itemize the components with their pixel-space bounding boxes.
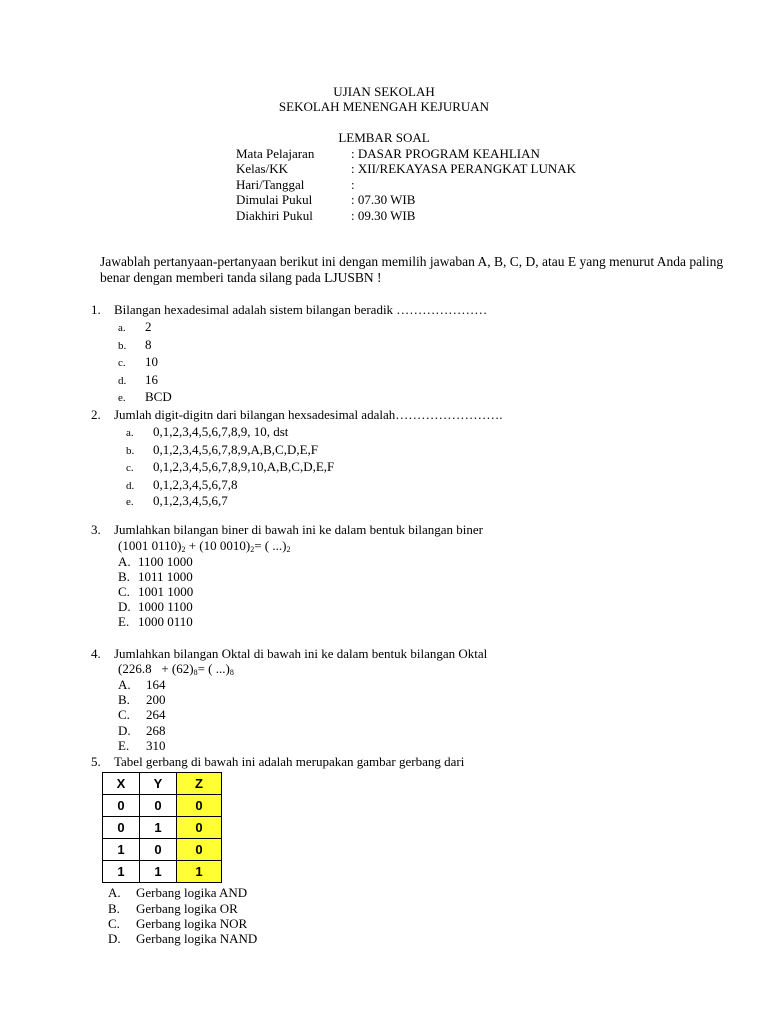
meta-value: : XII/REKAYASA PERANGKAT LUNAK [351, 161, 576, 176]
meta-label: Dimulai Pukul [236, 192, 313, 207]
option-label: c. [118, 357, 126, 369]
table-cell: 0 [177, 795, 222, 817]
question-number: 1. [91, 302, 101, 317]
table-cell: 0 [103, 817, 140, 839]
meta-label: Hari/Tanggal [236, 177, 305, 192]
table-header: Y [140, 773, 177, 795]
meta-label: Mata Pelajaran [236, 146, 315, 161]
question-number: 4. [91, 646, 101, 661]
option-text: BCD [145, 389, 172, 404]
option-text: 16 [145, 372, 158, 387]
table-cell: 1 [177, 861, 222, 883]
table-cell: 0 [177, 817, 222, 839]
table-row [103, 817, 222, 839]
option-text: 1100 1000 [138, 554, 193, 569]
expression-subscript: 8 [193, 668, 198, 677]
option-label: B. [118, 692, 130, 707]
octal-expression [118, 661, 234, 676]
option [126, 493, 228, 510]
option-label: B. [108, 901, 120, 916]
option [118, 692, 166, 707]
option [118, 707, 166, 722]
question-text: Jumlahkan bilangan Oktal di bawah ini ke dalam bentuk bilangan Oktal [114, 646, 488, 661]
expression-subscript: 2 [286, 545, 291, 554]
expression-subscript: 2 [250, 545, 255, 554]
option [118, 554, 193, 569]
option-text: Gerbang logika NAND [136, 931, 258, 946]
option [108, 885, 247, 900]
meta-value: : 07.30 WIB [351, 192, 416, 207]
option-text: 310 [146, 738, 166, 753]
option-label: D. [118, 599, 131, 614]
option-label: D. [108, 931, 121, 946]
option-text: Gerbang logika NOR [136, 916, 248, 931]
table-cell: 1 [103, 861, 140, 883]
option-label: e. [126, 496, 134, 508]
option-label: e. [118, 392, 126, 404]
question-text: Jumlah digit-digitn dari bilangan hexsadesimal adalah……………………. [114, 407, 503, 422]
option-text: Gerbang logika AND [136, 885, 248, 900]
option [118, 354, 158, 371]
option [118, 614, 193, 629]
option-label: c. [126, 462, 134, 474]
meta-value: : [351, 177, 355, 192]
question-text: Bilangan hexadesimal adalah sistem bilangan beradik ………………… [114, 302, 488, 317]
option-text: 1000 1100 [138, 599, 193, 614]
binary-expression [118, 538, 290, 553]
option [118, 569, 193, 584]
option-label: C. [108, 916, 120, 931]
option [126, 477, 238, 494]
option [118, 599, 193, 614]
table-cell: 0 [140, 839, 177, 861]
option-text: 2 [145, 319, 152, 334]
question-number: 2. [91, 407, 101, 422]
expression-part: + (10 0010) [185, 538, 251, 553]
option-label: A. [118, 554, 131, 569]
question-number: 3. [91, 522, 101, 537]
option [118, 372, 158, 389]
option-label: C. [118, 584, 130, 599]
option-text: 0,1,2,3,4,5,6,7,8,9,10,A,B,C,D,E,F [153, 459, 335, 474]
header-school: SEKOLAH MENENGAH KEJURUAN [278, 99, 490, 114]
question-number: 5. [91, 754, 101, 769]
meta-value: : DASAR PROGRAM KEAHLIAN [351, 146, 540, 161]
truth-table [102, 772, 222, 883]
option [118, 723, 166, 738]
instruction-text: Jawablah pertanyaan-pertanyaan berikut ini dengan memilih jawaban A, B, C, D, atau E yang menurut Anda paling benar dengan memberi tanda silang pada LJUSBN ! [100, 254, 724, 285]
option [126, 459, 334, 476]
question-text: Jumlahkan bilangan biner di bawah ini ke dalam bentuk bilangan biner [114, 522, 483, 537]
option-text: 8 [145, 337, 152, 352]
option-text: 0,1,2,3,4,5,6,7,8,9,A,B,C,D,E,F [153, 442, 319, 457]
meta-value: : 09.30 WIB [351, 208, 416, 223]
option-label: E. [118, 614, 130, 629]
table-header: X [103, 773, 140, 795]
option-text: 0,1,2,3,4,5,6,7,8,9, 10, dst [153, 424, 289, 439]
table-row [103, 861, 222, 883]
table-header: Z [177, 773, 222, 795]
option-label: D. [118, 723, 131, 738]
table-header-row [103, 773, 222, 795]
table-row [103, 795, 222, 817]
meta-label: Diakhiri Pukul [236, 208, 313, 223]
table-cell: 0 [103, 795, 140, 817]
expression-part: (1001 0110) [118, 538, 182, 553]
option-text: Gerbang logika OR [136, 901, 238, 916]
option-text: 164 [146, 677, 166, 692]
option-text: 1001 1000 [138, 584, 194, 599]
table-cell: 0 [140, 795, 177, 817]
expression-part: = ( ...) [197, 661, 230, 676]
expression-subscript: 8 [229, 668, 234, 677]
option-label: C. [118, 707, 130, 722]
header-title: UJIAN SEKOLAH [333, 84, 435, 99]
option-text: 268 [146, 723, 166, 738]
table-cell: 0 [177, 839, 222, 861]
option [108, 916, 247, 931]
option-label: E. [118, 738, 130, 753]
option [108, 901, 238, 916]
option-label: a. [118, 322, 126, 334]
option-label: d. [126, 480, 135, 492]
header-sheet: LEMBAR SOAL [338, 130, 430, 145]
table-row [103, 839, 222, 861]
option-text: 1000 0110 [138, 614, 193, 629]
option [108, 931, 257, 946]
option [126, 442, 318, 459]
option-label: b. [126, 445, 135, 457]
option [118, 319, 152, 336]
option-text: 0,1,2,3,4,5,6,7 [153, 493, 228, 508]
question-text: Tabel gerbang di bawah ini adalah merupakan gambar gerbang dari [114, 754, 465, 769]
option-label: A. [118, 677, 131, 692]
option-text: 1011 1000 [138, 569, 193, 584]
option [118, 738, 166, 753]
table-cell: 1 [140, 817, 177, 839]
option-text: 10 [145, 354, 158, 369]
option-label: B. [118, 569, 130, 584]
option [126, 424, 288, 441]
option-label: d. [118, 375, 127, 387]
option [118, 389, 172, 406]
expression-part: (226.8 + (62) [118, 661, 194, 676]
meta-label: Kelas/KK [236, 161, 288, 176]
option-text: 200 [146, 692, 166, 707]
option-text: 264 [146, 707, 166, 722]
option-label: b. [118, 340, 127, 352]
option-label: a. [126, 427, 134, 439]
table-cell: 1 [103, 839, 140, 861]
option [118, 584, 193, 599]
expression-subscript: 2 [181, 545, 186, 554]
option [118, 677, 166, 692]
expression-part: = ( ...) [254, 538, 287, 553]
option-label: A. [108, 885, 121, 900]
option [118, 337, 152, 354]
option-text: 0,1,2,3,4,5,6,7,8 [153, 477, 238, 492]
table-cell: 1 [140, 861, 177, 883]
